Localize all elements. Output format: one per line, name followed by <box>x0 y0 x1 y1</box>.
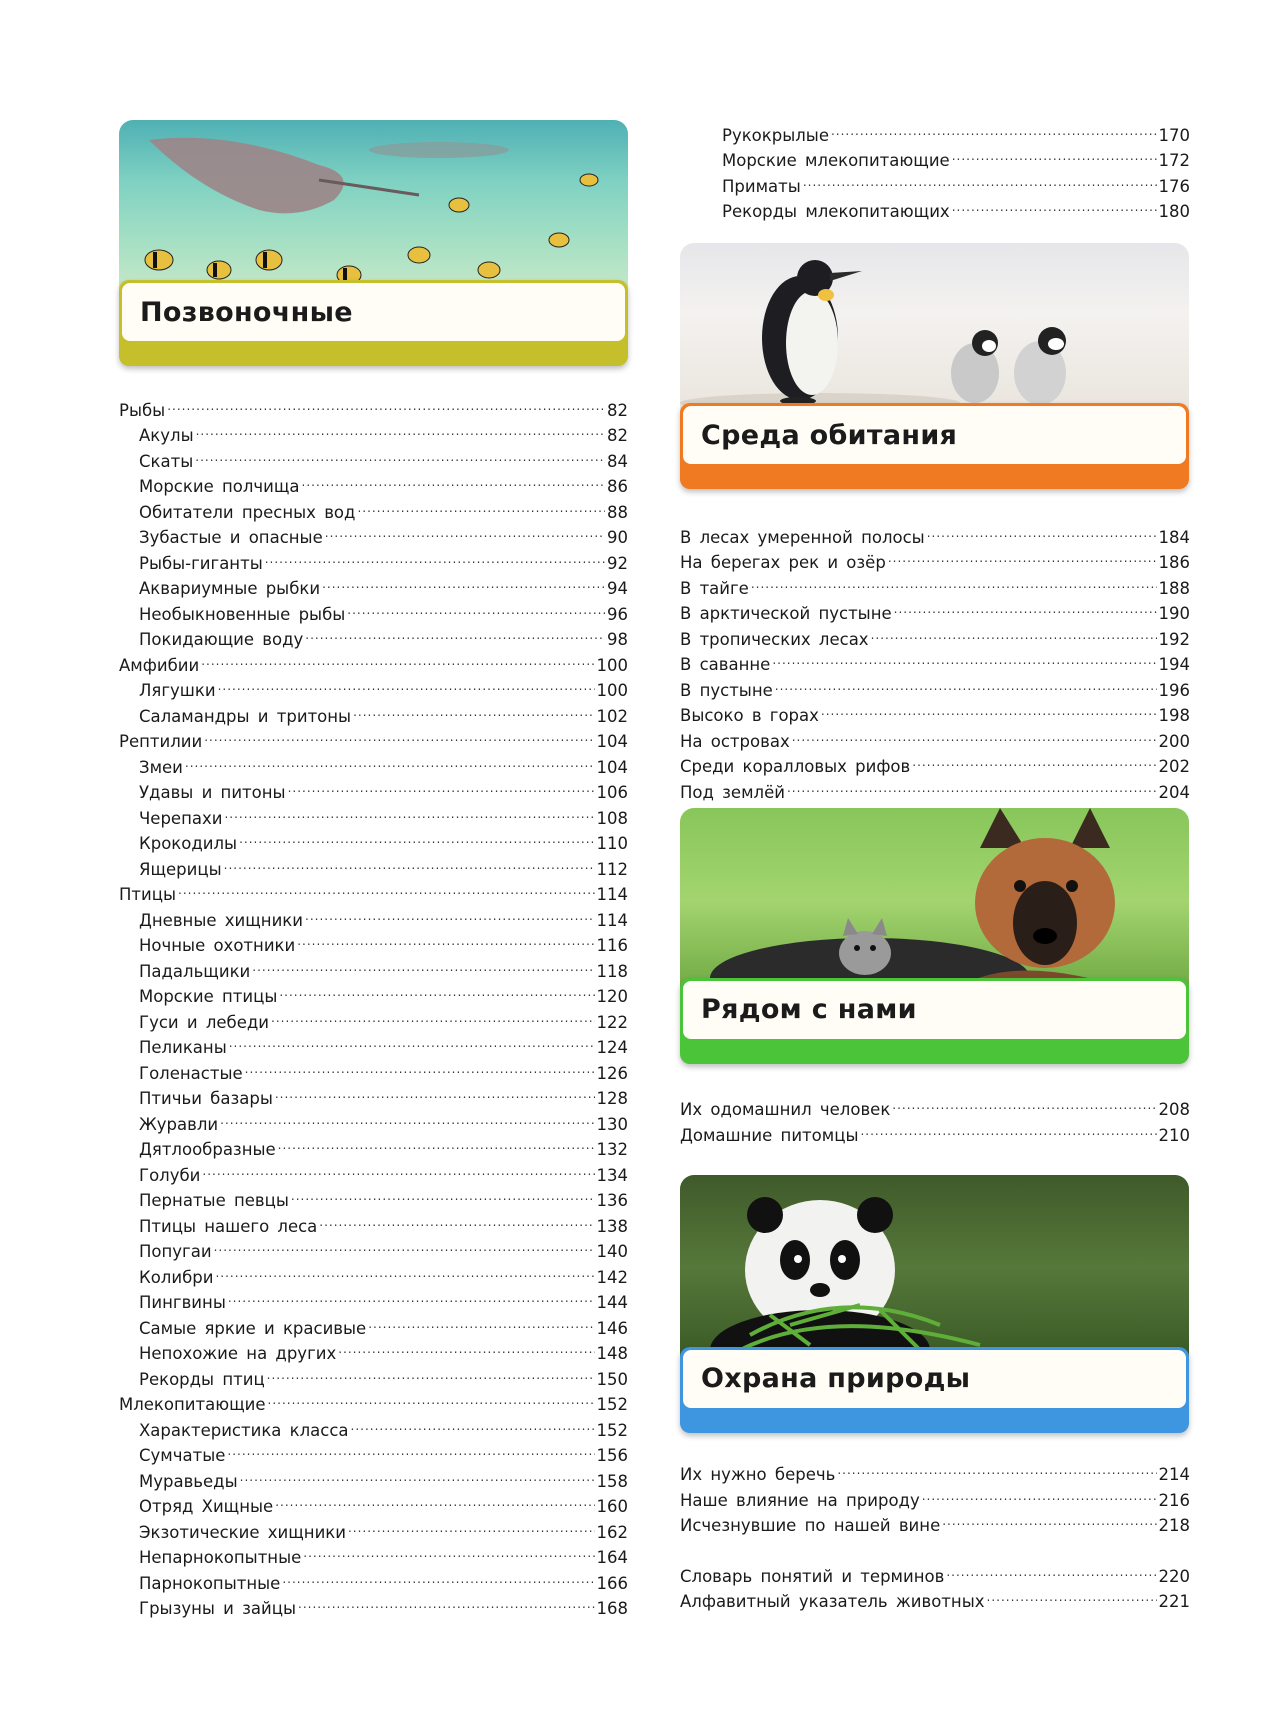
toc-entry-page-number: 100 <box>596 655 628 675</box>
nearby-section <box>680 808 1189 1066</box>
dot-leader <box>202 1155 594 1181</box>
toc-entry-title: В тропических лесах <box>680 629 869 649</box>
dot-leader <box>871 619 1157 645</box>
toc-entry-page-number: 132 <box>596 1140 628 1159</box>
toc-entry-title: Под землёй <box>680 782 785 802</box>
dot-leader <box>288 773 595 799</box>
dot-leader <box>224 849 595 875</box>
dot-leader <box>265 543 605 569</box>
toc-entry-page-number: 138 <box>596 1216 628 1236</box>
toc-entry-title: Ящерицы <box>139 859 222 879</box>
dot-leader <box>927 517 1157 543</box>
toc-entry-page-number: 122 <box>596 1012 628 1032</box>
dot-leader <box>239 824 594 850</box>
toc-entry-page-number: 194 <box>1158 655 1190 674</box>
toc-entry-title: Голенастые <box>139 1063 243 1083</box>
protection-title-box <box>680 1347 1189 1433</box>
vertebrates-banner-image <box>119 120 628 295</box>
penguin-scene <box>680 243 1189 418</box>
toc-entry-page-number: 82 <box>607 426 628 445</box>
toc-entry-page-number: 168 <box>596 1599 628 1618</box>
toc-entry-title: Высоко в горах <box>680 706 819 725</box>
toc-entry-title: В тайге <box>680 578 749 598</box>
dot-leader <box>946 1556 1156 1582</box>
dot-leader <box>325 518 605 544</box>
dot-leader <box>278 1130 595 1156</box>
toc-entry-title: Колибри <box>139 1267 214 1287</box>
dot-leader <box>351 1410 595 1436</box>
toc-entry-page-number: 88 <box>607 502 628 522</box>
dot-leader <box>912 747 1156 773</box>
dot-leader <box>268 1385 595 1411</box>
toc-entry-page-number: 158 <box>596 1471 628 1491</box>
toc-entry-page-number: 208 <box>1158 1100 1190 1119</box>
habitat-toc <box>680 517 1190 802</box>
dot-leader <box>167 390 605 416</box>
dot-leader <box>279 977 594 1003</box>
dot-leader <box>185 747 595 773</box>
toc-entry-title: Парнокопытные <box>139 1573 281 1593</box>
toc-entry[interactable] <box>119 747 628 777</box>
toc-entry-title: Пеликаны <box>139 1038 227 1057</box>
toc-entry-title: Попугаи <box>139 1242 212 1261</box>
dot-leader <box>227 1436 594 1462</box>
toc-entry[interactable] <box>680 594 1190 623</box>
toc-entry-page-number: 118 <box>596 961 628 981</box>
toc-entry-page-number: 112 <box>596 859 628 879</box>
toc-entry-title: Рекорды млекопитающих <box>722 202 950 221</box>
toc-entry-page-number: 144 <box>596 1293 628 1312</box>
toc-entry-page-number: 200 <box>1158 731 1190 751</box>
toc-entry-page-number: 126 <box>596 1063 628 1083</box>
toc-entry-page-number: 110 <box>596 834 628 853</box>
dot-leader <box>751 568 1157 594</box>
toc-entry-page-number: 90 <box>607 528 628 547</box>
toc-entry-title: На островах <box>680 731 790 751</box>
dot-leader <box>368 1308 594 1334</box>
dot-leader <box>178 875 594 901</box>
toc-entry-title: Дятлообразные <box>139 1140 276 1159</box>
habitat-section <box>680 243 1189 493</box>
toc-entry-page-number: 124 <box>596 1038 628 1057</box>
dot-leader <box>201 645 594 671</box>
toc-entry-page-number: 218 <box>1158 1516 1190 1535</box>
dot-leader <box>229 1028 595 1054</box>
toc-entry-title: Рыбы-гиганты <box>139 553 263 573</box>
dot-leader <box>282 1563 594 1589</box>
vertebrates-title: Позвоночные <box>122 283 625 341</box>
toc-entry-title: Гуси и лебеди <box>139 1012 269 1032</box>
toc-entry-page-number: 120 <box>596 987 628 1006</box>
dot-leader <box>195 441 605 467</box>
toc-entry-page-number: 136 <box>596 1191 628 1210</box>
toc-entry-title: Рукокрылые <box>722 125 829 145</box>
toc-entry-page-number: 156 <box>596 1446 628 1465</box>
toc-entry[interactable] <box>119 773 628 802</box>
dot-leader <box>353 696 594 722</box>
dot-leader <box>267 1359 595 1385</box>
dot-leader <box>894 594 1157 620</box>
toc-entry[interactable] <box>680 1556 1190 1586</box>
toc-entry[interactable] <box>680 517 1190 547</box>
toc-entry-page-number: 192 <box>1158 629 1190 649</box>
toc-entry-title: Птицы <box>119 885 177 904</box>
toc-entry-title: Сумчатые <box>139 1446 226 1465</box>
vertebrates-toc <box>119 390 628 1618</box>
dot-leader <box>942 1506 1156 1532</box>
toc-entry-page-number: 172 <box>1158 151 1190 170</box>
dot-leader <box>275 1487 594 1513</box>
dot-leader <box>319 1206 594 1232</box>
dot-leader <box>952 192 1157 218</box>
toc-entry-page-number: 186 <box>1158 553 1190 572</box>
dot-leader <box>245 1053 595 1079</box>
toc-entry-page-number: 188 <box>1158 578 1190 598</box>
dot-leader <box>196 416 605 442</box>
dot-leader <box>792 721 1157 747</box>
dot-leader <box>821 696 1157 722</box>
panda-scene <box>680 1175 1189 1359</box>
dot-leader <box>215 1257 594 1283</box>
toc-entry-title: Приматы <box>722 176 801 196</box>
toc-entry-title: Рыбы <box>119 400 166 420</box>
toc-entry-title: Отряд Хищные <box>139 1497 274 1516</box>
habitat-banner-image <box>680 243 1189 418</box>
toc-entry[interactable] <box>119 390 628 420</box>
toc-entry-title: Домашние питомцы <box>680 1125 859 1145</box>
toc-entry-page-number: 106 <box>596 783 628 802</box>
toc-entry-title: Пингвины <box>139 1293 226 1312</box>
toc-entry-title: Наше влияние на природу <box>680 1490 920 1510</box>
toc-entry-title: Дневные хищники <box>139 910 303 930</box>
toc-entry-title: Лягушки <box>139 681 216 700</box>
toc-entry-page-number: 114 <box>596 910 628 930</box>
continued-toc <box>680 115 1190 221</box>
toc-entry-page-number: 184 <box>1158 527 1190 547</box>
toc-entry-title: На берегах рек и озёр <box>680 553 886 572</box>
toc-entry-title: Их нужно беречь <box>680 1465 836 1484</box>
protection-section <box>680 1175 1189 1431</box>
toc-entry-title: Самые яркие и красивые <box>139 1318 367 1338</box>
toc-entry-title: В саванне <box>680 655 771 674</box>
dot-leader <box>775 670 1157 696</box>
right-column <box>680 115 1190 1611</box>
nearby-title: Рядом с нами <box>683 981 1186 1039</box>
dot-leader <box>772 645 1156 671</box>
toc-entry-title: Непарнокопытные <box>139 1548 302 1567</box>
toc-entry-title: Акулы <box>139 426 194 445</box>
toc-entry-title: Амфибии <box>119 655 200 675</box>
toc-entry[interactable] <box>119 467 628 496</box>
toc-entry-title: Пернатые певцы <box>139 1191 289 1210</box>
dot-leader <box>888 543 1157 569</box>
toc-entry-page-number: 92 <box>607 553 628 573</box>
toc-entry-page-number: 142 <box>596 1267 628 1287</box>
toc-entry-title: Скаты <box>139 451 194 471</box>
fish-scene <box>119 120 628 295</box>
toc-entry-title: В арктической пустыне <box>680 604 892 623</box>
toc-entry[interactable] <box>680 1455 1190 1484</box>
toc-entry-title: Черепахи <box>139 808 223 828</box>
toc-entry-page-number: 104 <box>596 757 628 777</box>
dot-leader <box>218 671 595 697</box>
toc-entry-page-number: 221 <box>1158 1592 1190 1611</box>
vertebrates-title-box <box>119 280 628 366</box>
toc-entry-title: Словарь понятий и терминов <box>680 1566 945 1586</box>
toc-entry-title: Голуби <box>139 1165 201 1185</box>
toc-entry-page-number: 146 <box>596 1318 628 1338</box>
toc-entry-page-number: 220 <box>1158 1566 1190 1586</box>
toc-entry-page-number: 216 <box>1158 1490 1190 1510</box>
toc-entry-title: Птичьи базары <box>139 1089 273 1108</box>
toc-entry-page-number: 140 <box>596 1242 628 1261</box>
toc-entry-page-number: 128 <box>596 1089 628 1108</box>
toc-entry[interactable] <box>119 875 628 904</box>
dot-leader <box>204 722 594 748</box>
toc-entry-page-number: 204 <box>1158 782 1190 802</box>
dot-leader <box>302 467 605 493</box>
toc-entry-page-number: 130 <box>596 1114 628 1134</box>
toc-entry-page-number: 94 <box>607 579 628 598</box>
toc-entry-title: Журавли <box>139 1114 219 1134</box>
habitat-title-box <box>680 403 1189 489</box>
dot-leader <box>322 569 605 595</box>
toc-entry-page-number: 210 <box>1158 1125 1190 1145</box>
dot-leader <box>338 1334 594 1360</box>
toc-entry-page-number: 114 <box>596 885 628 904</box>
toc-entry-title: Экзотические хищники <box>139 1522 346 1542</box>
dot-leader <box>224 798 594 824</box>
toc-entry-page-number: 162 <box>596 1522 628 1542</box>
dot-leader <box>298 1589 595 1615</box>
dot-leader <box>987 1582 1157 1608</box>
toc-entry-page-number: 134 <box>596 1165 628 1185</box>
vertebrates-section <box>119 120 628 366</box>
dot-leader <box>892 1090 1156 1116</box>
protection-banner-image <box>680 1175 1189 1359</box>
toc-entry-page-number: 98 <box>607 630 628 649</box>
toc-entry-title: Зубастые и опасные <box>139 528 323 547</box>
toc-entry-title: Падальщики <box>139 961 251 981</box>
toc-entry-title: Исчезнувшие по нашей вине <box>680 1516 941 1535</box>
toc-entry-page-number: 108 <box>596 808 628 828</box>
nearby-toc <box>680 1090 1190 1145</box>
toc-entry-title: Аквариумные рыбки <box>139 579 321 598</box>
toc-entry-page-number: 152 <box>596 1395 628 1414</box>
toc-entry[interactable] <box>119 900 628 930</box>
toc-entry-page-number: 166 <box>596 1573 628 1593</box>
toc-entry-page-number: 176 <box>1158 176 1190 196</box>
dot-leader <box>252 951 594 977</box>
nearby-banner-image <box>680 808 1189 993</box>
toc-entry-title: Покидающие воду <box>139 630 304 649</box>
toc-entry-title: Саламандры и тритоны <box>139 706 352 726</box>
toc-entry-page-number: 214 <box>1158 1465 1190 1484</box>
toc-entry-page-number: 198 <box>1158 706 1190 725</box>
toc-entry-title: Морские млекопитающие <box>722 151 950 170</box>
dot-leader <box>303 1538 594 1564</box>
toc-entry[interactable] <box>722 115 1190 145</box>
toc-entry-title: Крокодилы <box>139 834 238 853</box>
toc-entry-page-number: 148 <box>596 1344 628 1363</box>
toc-entry-title: Рекорды птиц <box>139 1369 265 1389</box>
toc-entry-page-number: 102 <box>596 706 628 726</box>
toc-entry-title: Непохожие на других <box>139 1344 337 1363</box>
toc-entry-title: Алфавитный указатель животных <box>680 1592 985 1611</box>
dot-leader <box>357 492 605 518</box>
dot-leader <box>952 141 1157 167</box>
toc-entry-page-number: 104 <box>596 732 628 751</box>
toc-entry-page-number: 160 <box>596 1497 628 1516</box>
protection-toc <box>680 1455 1190 1535</box>
toc-entry-page-number: 116 <box>596 936 628 955</box>
toc-entry-page-number: 100 <box>596 681 628 700</box>
toc-entry-page-number: 150 <box>596 1369 628 1389</box>
toc-entry-title: Морские полчища <box>139 477 300 496</box>
dot-leader <box>347 594 605 620</box>
toc-entry-title: Необыкновенные рыбы <box>139 604 346 624</box>
toc-entry-page-number: 190 <box>1158 604 1190 623</box>
dot-leader <box>787 772 1157 798</box>
toc-entry[interactable] <box>680 568 1190 598</box>
dot-leader <box>837 1455 1156 1481</box>
dot-leader <box>305 900 595 926</box>
toc-entry-title: Удавы и питоны <box>139 783 286 802</box>
toc-entry[interactable] <box>119 416 628 445</box>
toc-entry-title: Морские птицы <box>139 987 278 1006</box>
dot-leader <box>275 1079 595 1105</box>
toc-entry[interactable] <box>680 1090 1190 1119</box>
toc-entry-title: Грызуны и зайцы <box>139 1599 296 1618</box>
toc-entry-title: Их одомашнил человек <box>680 1100 891 1119</box>
dog-kitten-scene <box>680 808 1189 993</box>
toc-entry-title: Муравьеды <box>139 1471 238 1491</box>
toc-entry-title: Среди коралловых рифов <box>680 757 911 776</box>
dot-leader <box>803 166 1157 192</box>
toc-entry-title: Птицы нашего леса <box>139 1216 318 1236</box>
toc-entry-page-number: 84 <box>607 451 628 471</box>
habitat-title: Среда обитания <box>683 406 1186 464</box>
dot-leader <box>240 1461 595 1487</box>
toc-entry[interactable] <box>119 441 628 471</box>
toc-entry-title: Змеи <box>139 757 183 777</box>
appendix-toc <box>680 1556 1190 1611</box>
toc-entry-title: Млекопитающие <box>119 1395 266 1414</box>
protection-title: Охрана природы <box>683 1350 1186 1408</box>
dot-leader <box>831 115 1157 141</box>
toc-entry-page-number: 96 <box>607 604 628 624</box>
toc-entry-title: В лесах умеренной полосы <box>680 527 925 547</box>
nearby-title-box <box>680 978 1189 1064</box>
dot-leader <box>228 1283 595 1309</box>
dot-leader <box>220 1104 594 1130</box>
toc-entry-title: Характеристика класса <box>139 1420 349 1440</box>
dot-leader <box>305 620 605 646</box>
toc-entry-title: Рептилии <box>119 732 203 751</box>
toc-entry-page-number: 152 <box>596 1420 628 1440</box>
toc-entry-page-number: 196 <box>1158 680 1190 700</box>
toc-entry-page-number: 86 <box>607 477 628 496</box>
toc-entry-page-number: 164 <box>596 1548 628 1567</box>
toc-entry-title: Ночные охотники <box>139 936 296 955</box>
toc-entry-page-number: 180 <box>1158 202 1190 221</box>
dot-leader <box>922 1480 1157 1506</box>
toc-entry-title: Обитатели пресных вод <box>139 502 356 522</box>
dot-leader <box>214 1232 595 1258</box>
dot-leader <box>271 1002 595 1028</box>
left-column <box>119 120 628 1618</box>
dot-leader <box>291 1181 595 1207</box>
dot-leader <box>348 1512 595 1538</box>
toc-entry-page-number: 202 <box>1158 757 1190 776</box>
dot-leader <box>860 1115 1156 1141</box>
dot-leader <box>297 926 594 952</box>
toc-entry-page-number: 170 <box>1158 125 1190 145</box>
toc-entry-page-number: 82 <box>607 400 628 420</box>
toc-entry-title: В пустыне <box>680 680 773 700</box>
